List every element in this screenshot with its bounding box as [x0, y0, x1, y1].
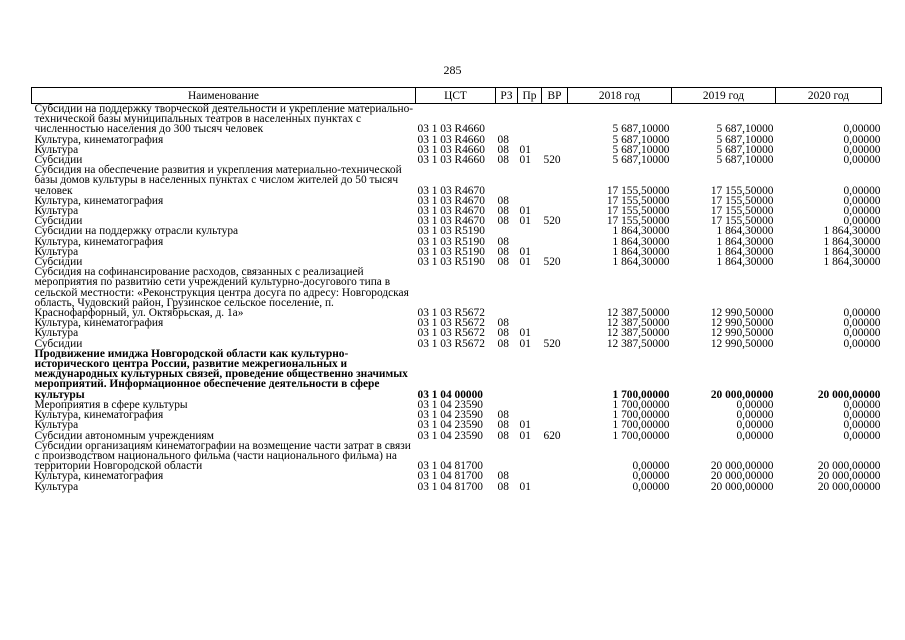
row-name: Субсидии	[34, 256, 83, 269]
row-cst: 03 1 04 81700	[417, 480, 483, 493]
row-vr	[542, 196, 568, 206]
row-vr	[542, 441, 568, 472]
row-rz: 08	[497, 327, 509, 340]
row-value-2019: 5 687,10000	[716, 154, 774, 167]
table-row	[32, 420, 882, 430]
row-cst: 03 1 04 81700	[417, 470, 483, 483]
row-value-2020: 1 864,30000	[823, 225, 881, 238]
row-value-2020: 1 864,30000	[823, 256, 881, 269]
row-value-2020: 20 000,00000	[817, 460, 881, 473]
row-rz: 08	[497, 470, 509, 483]
row-value-2020: 0,00000	[843, 143, 881, 156]
row-cst: 03 1 03 R5672	[417, 337, 485, 350]
row-value-2018: 5 687,10000	[612, 154, 670, 167]
row-value-2018: 0,00000	[632, 470, 670, 483]
row-name: Субсидии организациям кинематографии на возмещение части затрат в связи с производством национального фильма (части национального фильма) на территории Новгородской области	[34, 439, 411, 473]
row-name: Культура, кинематография	[34, 235, 164, 248]
row-value-2019: 1 864,30000	[716, 235, 774, 248]
row-name: Культура, кинематография	[34, 133, 164, 146]
row-rz: 08	[497, 215, 509, 228]
row-rz: 08	[497, 245, 509, 258]
row-value-2019: 1 864,30000	[716, 225, 774, 238]
row-rz: 08	[497, 235, 509, 248]
row-value-2019: 12 990,50000	[710, 337, 774, 350]
row-rz: 08	[497, 143, 509, 156]
row-value-2020: 0,00000	[843, 409, 881, 422]
row-rz: 08	[497, 419, 509, 432]
row-cst: 03 1 03 R4660	[417, 133, 485, 146]
row-value-2020: 0,00000	[843, 184, 881, 197]
row-value-2018: 1 700,00000	[612, 419, 670, 432]
row-value-2018: 17 155,50000	[606, 215, 670, 228]
header-vr: ВР	[542, 88, 568, 104]
row-cst: 03 1 03 R5190	[417, 225, 485, 238]
table-row	[32, 267, 882, 318]
row-value-2019: 17 155,50000	[710, 205, 774, 218]
row-name: Культура	[34, 245, 79, 258]
row-name: Субсидии автономным учреждениям	[34, 429, 214, 442]
row-name: Мероприятия в сфере культуры	[34, 398, 188, 411]
row-vr	[542, 349, 568, 400]
budget-table	[31, 87, 882, 492]
row-value-2020: 0,00000	[843, 317, 881, 330]
row-cst: 03 1 04 23590	[417, 419, 483, 432]
row-value-2019: 20 000,00000	[710, 480, 774, 493]
row-vr	[542, 482, 568, 492]
row-value-2018: 1 864,30000	[612, 225, 670, 238]
row-pr	[518, 267, 542, 318]
row-name: Культура, кинематография	[34, 317, 164, 330]
header-2019: 2019 год	[672, 88, 776, 104]
row-value-2020: 0,00000	[843, 194, 881, 207]
row-vr	[542, 400, 568, 410]
row-name: Культура	[34, 143, 79, 156]
row-rz: 08	[497, 194, 509, 207]
row-pr: 01	[519, 154, 531, 167]
header-cst: ЦСТ	[416, 88, 496, 104]
row-value-2019: 5 687,10000	[716, 143, 774, 156]
row-cst: 03 1 03 R4660	[417, 154, 485, 167]
row-rz: 08	[497, 480, 509, 493]
row-value-2019: 17 155,50000	[710, 184, 774, 197]
row-value-2019: 12 990,50000	[710, 327, 774, 340]
row-name: Субсидии на поддержку отрасли культура	[34, 225, 239, 238]
row-value-2020: 20 000,00000	[817, 480, 881, 493]
row-value-2020: 20 000,00000	[817, 388, 881, 401]
table-row	[32, 471, 882, 481]
row-value-2020: 20 000,00000	[817, 470, 881, 483]
row-rz: 08	[497, 317, 509, 330]
row-cst: 03 1 04 23590	[417, 409, 483, 422]
row-value-2020: 0,00000	[843, 419, 881, 432]
row-cst: 03 1 03 R5190	[417, 235, 485, 248]
row-value-2019: 0,00000	[736, 419, 774, 432]
row-vr: 520	[543, 337, 561, 350]
row-rz	[496, 441, 518, 472]
row-name: Продвижение имиджа Новгородской области как культурно-исторического центра России, развитие межрегиональных и международных культурных связей, проведение общественно значимых мероприятий. Информационное обеспечение деятельности в сфере культуры	[34, 347, 408, 401]
header-2018: 2018 год	[568, 88, 672, 104]
row-value-2020: 0,00000	[843, 429, 881, 442]
row-value-2020: 0,00000	[843, 327, 881, 340]
row-value-2018: 17 155,50000	[606, 205, 670, 218]
row-rz: 08	[497, 133, 509, 146]
row-value-2019: 12 990,50000	[710, 317, 774, 330]
row-value-2018: 1 864,30000	[612, 235, 670, 248]
row-vr	[542, 410, 568, 420]
table-header-row	[32, 88, 882, 104]
row-cst: 03 1 04 81700	[417, 460, 483, 473]
row-rz: 08	[497, 256, 509, 269]
row-pr	[518, 349, 542, 400]
row-value-2019: 17 155,50000	[710, 215, 774, 228]
row-rz: 08	[497, 154, 509, 167]
row-value-2019: 20 000,00000	[710, 388, 774, 401]
row-cst: 03 1 04 00000	[417, 388, 483, 401]
row-cst: 03 1 03 R4670	[417, 205, 485, 218]
row-name: Субсидия на обеспечение развития и укрепления материально-технической базы домов культуры в населенных пунктах с числом жителей до 50 тысяч человек	[34, 164, 402, 197]
row-name: Культура, кинематография	[34, 409, 164, 422]
row-value-2020: 0,00000	[843, 215, 881, 228]
row-vr: 620	[543, 429, 561, 442]
row-pr	[518, 165, 542, 196]
row-cst: 03 1 03 R4660	[417, 123, 485, 136]
row-cst: 03 1 03 R5672	[417, 317, 485, 330]
row-vr	[542, 420, 568, 430]
row-name: Культура	[34, 205, 79, 218]
row-value-2020: 1 864,30000	[823, 245, 881, 258]
row-name: Субсидии	[34, 215, 83, 228]
row-value-2020: 0,00000	[843, 398, 881, 411]
row-value-2020: 0,00000	[843, 154, 881, 167]
row-vr: 520	[543, 256, 561, 269]
header-rz: РЗ	[496, 88, 518, 104]
row-rz: 08	[497, 337, 509, 350]
table-row	[32, 441, 882, 472]
row-vr: 520	[543, 154, 561, 167]
page-number: 285	[443, 63, 462, 77]
row-pr: 01	[519, 205, 531, 218]
table-row	[32, 104, 882, 135]
row-value-2018: 12 387,50000	[606, 307, 670, 320]
row-value-2019: 0,00000	[736, 409, 774, 422]
row-value-2020: 0,00000	[843, 337, 881, 350]
row-pr: 01	[519, 256, 531, 269]
row-value-2019: 0,00000	[736, 429, 774, 442]
row-rz: 08	[497, 409, 509, 422]
row-cst: 03 1 03 R4660	[417, 143, 485, 156]
row-vr	[542, 237, 568, 247]
row-value-2018: 1 700,00000	[612, 388, 670, 401]
row-pr	[518, 471, 542, 481]
row-name: Культура, кинематография	[34, 470, 164, 483]
row-value-2018: 1 700,00000	[612, 398, 670, 411]
row-vr	[542, 104, 568, 135]
row-value-2018: 1 700,00000	[612, 429, 670, 442]
table-body	[32, 104, 882, 492]
row-value-2020: 0,00000	[843, 205, 881, 218]
row-pr: 01	[519, 327, 531, 340]
row-vr	[542, 165, 568, 196]
row-rz: 08	[497, 205, 509, 218]
row-pr	[518, 226, 542, 236]
row-value-2018: 17 155,50000	[606, 194, 670, 207]
row-rz	[496, 267, 518, 318]
row-cst: 03 1 03 R4670	[417, 184, 485, 197]
row-vr	[542, 135, 568, 145]
row-cst: 03 1 03 R5672	[417, 327, 485, 340]
row-pr: 01	[519, 143, 531, 156]
row-pr: 01	[519, 215, 531, 228]
row-value-2019: 0,00000	[736, 398, 774, 411]
row-pr	[518, 104, 542, 135]
row-cst: 03 1 04 23590	[417, 429, 483, 442]
row-pr: 01	[519, 429, 531, 442]
row-pr: 01	[519, 337, 531, 350]
row-cst: 03 1 03 R4670	[417, 215, 485, 228]
row-name: Субсидии	[34, 337, 83, 350]
row-value-2018: 0,00000	[632, 460, 670, 473]
row-vr	[542, 226, 568, 236]
header-pr: Пр	[518, 88, 542, 104]
row-pr: 01	[519, 419, 531, 432]
row-value-2020: 0,00000	[843, 307, 881, 320]
row-value-2018: 12 387,50000	[606, 317, 670, 330]
row-value-2019: 17 155,50000	[710, 194, 774, 207]
row-value-2019: 5 687,10000	[716, 123, 774, 136]
row-rz	[496, 104, 518, 135]
row-pr: 01	[519, 245, 531, 258]
row-vr	[542, 318, 568, 328]
row-value-2019: 5 687,10000	[716, 133, 774, 146]
row-value-2018: 17 155,50000	[606, 184, 670, 197]
row-value-2018: 1 700,00000	[612, 409, 670, 422]
row-value-2019: 20 000,00000	[710, 470, 774, 483]
row-value-2018: 0,00000	[632, 480, 670, 493]
row-rz: 08	[497, 429, 509, 442]
row-name: Культура, кинематография	[34, 194, 164, 207]
table-row	[32, 349, 882, 400]
row-name: Культура	[34, 480, 79, 493]
row-pr	[518, 400, 542, 410]
row-value-2020: 1 864,30000	[823, 235, 881, 248]
row-vr	[542, 267, 568, 318]
row-name: Культура	[34, 419, 79, 432]
row-value-2018: 12 387,50000	[606, 337, 670, 350]
row-value-2020: 0,00000	[843, 123, 881, 136]
row-value-2019: 1 864,30000	[716, 256, 774, 269]
row-name: Субсидии	[34, 154, 83, 167]
table-row	[32, 482, 882, 492]
row-value-2018: 5 687,10000	[612, 123, 670, 136]
row-rz	[496, 165, 518, 196]
table-row	[32, 165, 882, 196]
row-name: Культура	[34, 327, 79, 340]
row-vr: 520	[543, 215, 561, 228]
row-value-2019: 20 000,00000	[710, 460, 774, 473]
row-pr: 01	[519, 480, 531, 493]
row-name: Субсидии на поддержку творческой деятельности и укрепление материально-технической базы муниципальных театров в населенных пунктах с численностью населения до 300 тысяч человек	[34, 103, 414, 136]
row-value-2020: 0,00000	[843, 133, 881, 146]
row-value-2019: 1 864,30000	[716, 245, 774, 258]
row-cst: 03 1 03 R5672	[417, 307, 485, 320]
row-value-2018: 5 687,10000	[612, 143, 670, 156]
row-value-2019: 12 990,50000	[710, 307, 774, 320]
header-name: Наименование	[32, 88, 416, 104]
row-value-2018: 1 864,30000	[612, 256, 670, 269]
row-value-2018: 12 387,50000	[606, 327, 670, 340]
row-value-2018: 5 687,10000	[612, 133, 670, 146]
row-cst: 03 1 04 23590	[417, 398, 483, 411]
row-cst: 03 1 03 R5190	[417, 256, 485, 269]
row-vr	[542, 471, 568, 481]
row-value-2018: 1 864,30000	[612, 245, 670, 258]
row-rz	[496, 349, 518, 400]
row-cst: 03 1 03 R5190	[417, 245, 485, 258]
header-2020: 2020 год	[776, 88, 882, 104]
row-name: Субсидия на софинансирование расходов, связанных с реализацией мероприятия по развитию сети учреждений культурно-досугового типа в сельской местности: «Реконструкция центра досуга по адресу: Новгородская область, Чудовский район, Грузинское сельское поселение, п. Краснофарфорный, ул. Октябрьская, д. 1а»	[34, 266, 409, 320]
row-pr	[518, 441, 542, 472]
row-cst: 03 1 03 R4670	[417, 194, 485, 207]
